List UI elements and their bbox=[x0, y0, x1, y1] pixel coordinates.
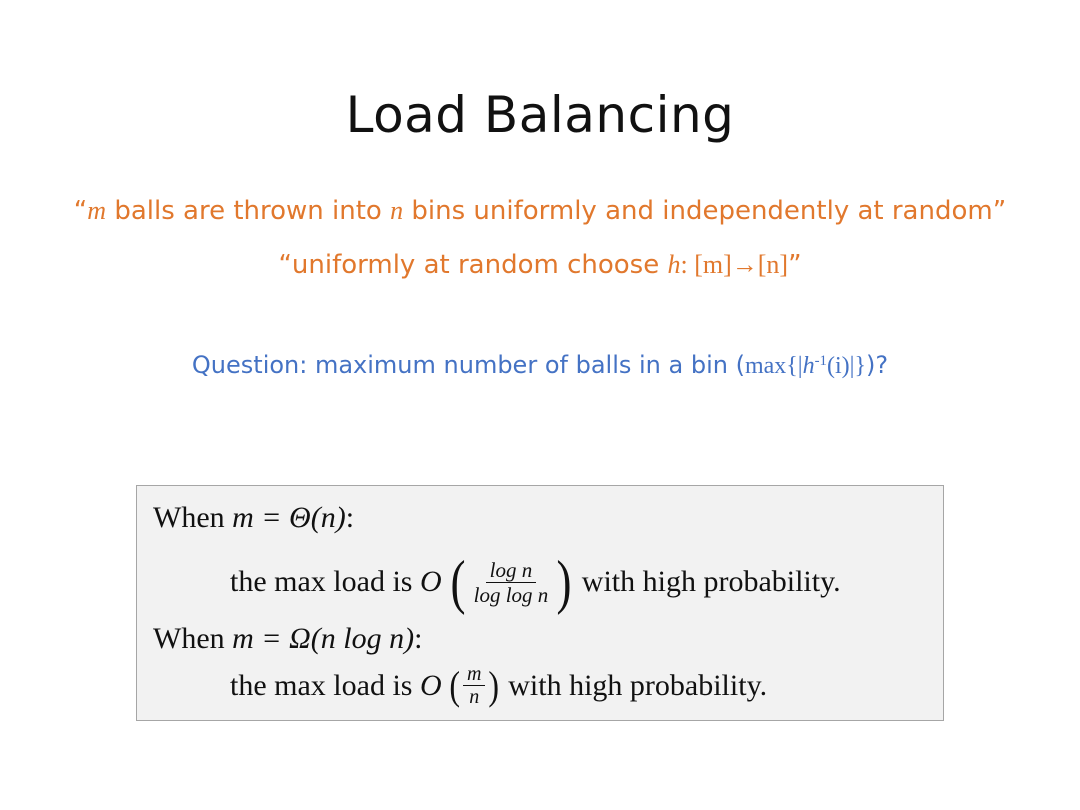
case2-condition: m = Ω(n log n) bbox=[232, 622, 415, 655]
case2-bigO: O bbox=[419, 668, 442, 702]
case1-lead: the max load is bbox=[230, 565, 420, 598]
case1-tail: with high probability. bbox=[574, 565, 841, 598]
var-n: n bbox=[390, 196, 404, 225]
case2-paren-left: ( bbox=[448, 662, 460, 708]
case2-fraction bbox=[463, 664, 485, 707]
quote-balls-into-bins bbox=[0, 196, 1080, 226]
question-max: max{| bbox=[744, 353, 803, 379]
quote-open: “ bbox=[73, 196, 88, 226]
var-m: m bbox=[87, 196, 107, 225]
var-h: h bbox=[667, 250, 681, 279]
question-suffix: )? bbox=[865, 351, 889, 379]
quote-random-hash bbox=[0, 250, 1080, 280]
case2-lead: the max load is bbox=[230, 668, 420, 702]
quote1-text-a: balls are thrown into bbox=[106, 196, 391, 226]
case1-result-line bbox=[230, 549, 841, 615]
case2-colon: : bbox=[414, 622, 423, 655]
case2-tail: with high probability. bbox=[500, 668, 768, 702]
case1-fraction bbox=[470, 559, 553, 606]
case2-result-line bbox=[230, 664, 767, 707]
case1-frac-denominator: log log n bbox=[473, 582, 549, 607]
case2-frac-numerator: m bbox=[463, 664, 485, 686]
case2-condition-line bbox=[153, 621, 422, 657]
question-prefix: Question: maximum number of balls in a bin ( bbox=[191, 351, 745, 379]
case1-condition-line bbox=[153, 500, 354, 536]
question-line bbox=[0, 351, 1080, 380]
case2-paren-right: ) bbox=[488, 662, 500, 708]
case1-bigO: O bbox=[419, 565, 442, 598]
question-var-h: h bbox=[802, 353, 815, 379]
slide-title: Load Balancing bbox=[345, 86, 735, 144]
hash-mapping: [m]→[n] bbox=[694, 250, 789, 279]
case1-paren-left: ( bbox=[450, 549, 466, 615]
question-superscript: -1 bbox=[814, 352, 827, 369]
theorem-box bbox=[136, 485, 944, 721]
quote2-close: ” bbox=[788, 250, 802, 280]
case1-when: When bbox=[153, 501, 233, 534]
case2-when: When bbox=[153, 622, 233, 655]
case1-frac-numerator: log n bbox=[486, 559, 537, 583]
case1-colon: : bbox=[345, 501, 355, 534]
case1-paren-right: ) bbox=[556, 549, 572, 615]
quote1-text-b: bins uniformly and independently at random” bbox=[403, 196, 1007, 226]
case2-frac-denominator: n bbox=[469, 686, 480, 708]
quote2-colon: : bbox=[680, 250, 695, 279]
case1-condition: m = Θ(n) bbox=[232, 501, 346, 534]
question-arg: (i)|} bbox=[827, 353, 866, 379]
quote2-prefix: “uniformly at random choose bbox=[278, 250, 668, 280]
